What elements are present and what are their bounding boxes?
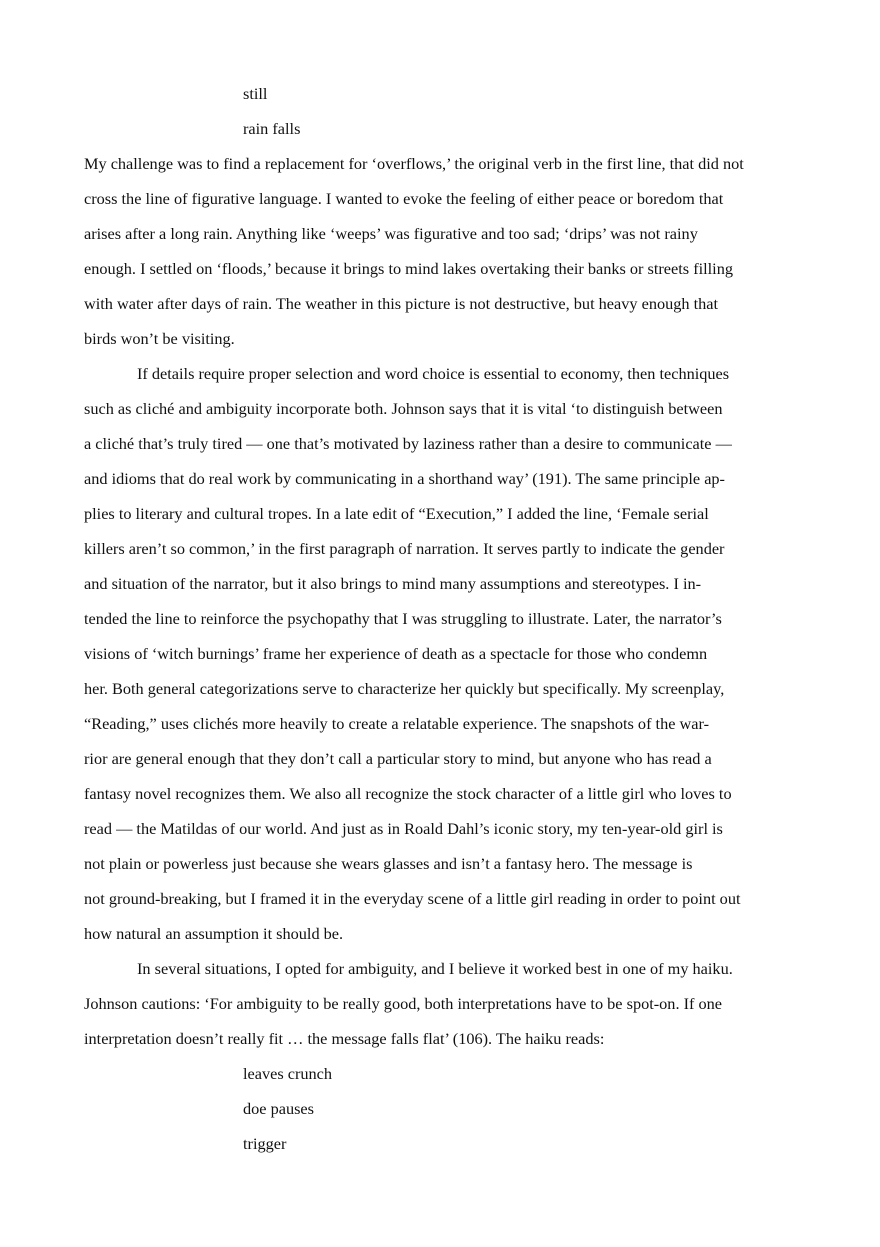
poem-line: doe pauses — [243, 1099, 314, 1118]
poem-line: trigger — [243, 1134, 287, 1153]
paragraph-line: not plain or powerless just because she wears glasses and isn’t a fantasy hero. The message is — [84, 854, 693, 873]
paragraph-line: plies to literary and cultural tropes. In a late edit of “Execution,” I added the line, ‘Female serial — [84, 504, 709, 523]
paragraph-line: not ground-breaking, but I framed it in the everyday scene of a little girl reading in order to point out — [84, 889, 741, 908]
paragraph-line: arises after a long rain. Anything like ‘weeps’ was figurative and too sad; ‘drips’ was not rainy — [84, 224, 698, 243]
paragraph-line: and idioms that do real work by communicating in a shorthand way’ (191). The same principle ap- — [84, 469, 725, 488]
paragraph-line: with water after days of rain. The weather in this picture is not destructive, but heavy enough that — [84, 294, 719, 313]
paragraph-line: cross the line of figurative language. I wanted to evoke the feeling of either peace or boredom that — [84, 189, 724, 208]
paragraph-line: a cliché that’s truly tired — one that’s motivated by laziness rather than a desire to communicate — — [84, 434, 732, 453]
paragraph-line: fantasy novel recognizes them. We also all recognize the stock character of a little girl who loves to — [84, 784, 732, 803]
paragraph-line: visions of ‘witch burnings’ frame her experience of death as a spectacle for those who condemn — [84, 644, 708, 663]
paragraph-line: In several situations, I opted for ambiguity, and I believe it worked best in one of my haiku. — [137, 959, 733, 978]
paragraph-line: rior are general enough that they don’t call a particular story to mind, but anyone who has read a — [84, 749, 712, 768]
paragraph-line: killers aren’t so common,’ in the first paragraph of narration. It serves partly to indicate the gender — [84, 539, 725, 558]
paragraph-line: tended the line to reinforce the psychopathy that I was struggling to illustrate. Later, the narrator’s — [84, 609, 722, 628]
paragraph-line: Johnson cautions: ‘For ambiguity to be really good, both interpretations have to be spot-on. If one — [84, 994, 723, 1013]
paragraph-line: enough. I settled on ‘floods,’ because it brings to mind lakes overtaking their banks or streets filling — [84, 259, 733, 278]
poem-line: leaves crunch — [243, 1064, 333, 1083]
paragraph-line: her. Both general categorizations serve to characterize her quickly but specifically. My screenplay, — [84, 679, 725, 698]
paragraph-line: My challenge was to find a replacement for ‘overflows,’ the original verb in the first line, that did not — [84, 154, 744, 173]
paragraph-line: read — the Matildas of our world. And just as in Roald Dahl’s iconic story, my ten-year-old girl is — [84, 819, 723, 838]
paragraph-line: such as cliché and ambiguity incorporate both. Johnson says that it is vital ‘to distinguish between — [84, 399, 723, 418]
paragraph-line: interpretation doesn’t really fit … the message falls flat’ (106). The haiku reads: — [84, 1029, 605, 1048]
poem-line: rain falls — [243, 119, 301, 138]
paragraph-line: “Reading,” uses clichés more heavily to create a relatable experience. The snapshots of the war- — [84, 714, 710, 733]
paragraph-line: and situation of the narrator, but it also brings to mind many assumptions and stereotypes. I in- — [84, 574, 702, 593]
paragraph-line: how natural an assumption it should be. — [84, 924, 344, 943]
paragraph-line: If details require proper selection and word choice is essential to economy, then techniques — [137, 364, 730, 383]
poem-line: still — [243, 84, 268, 103]
paragraph-line: birds won’t be visiting. — [84, 329, 235, 348]
